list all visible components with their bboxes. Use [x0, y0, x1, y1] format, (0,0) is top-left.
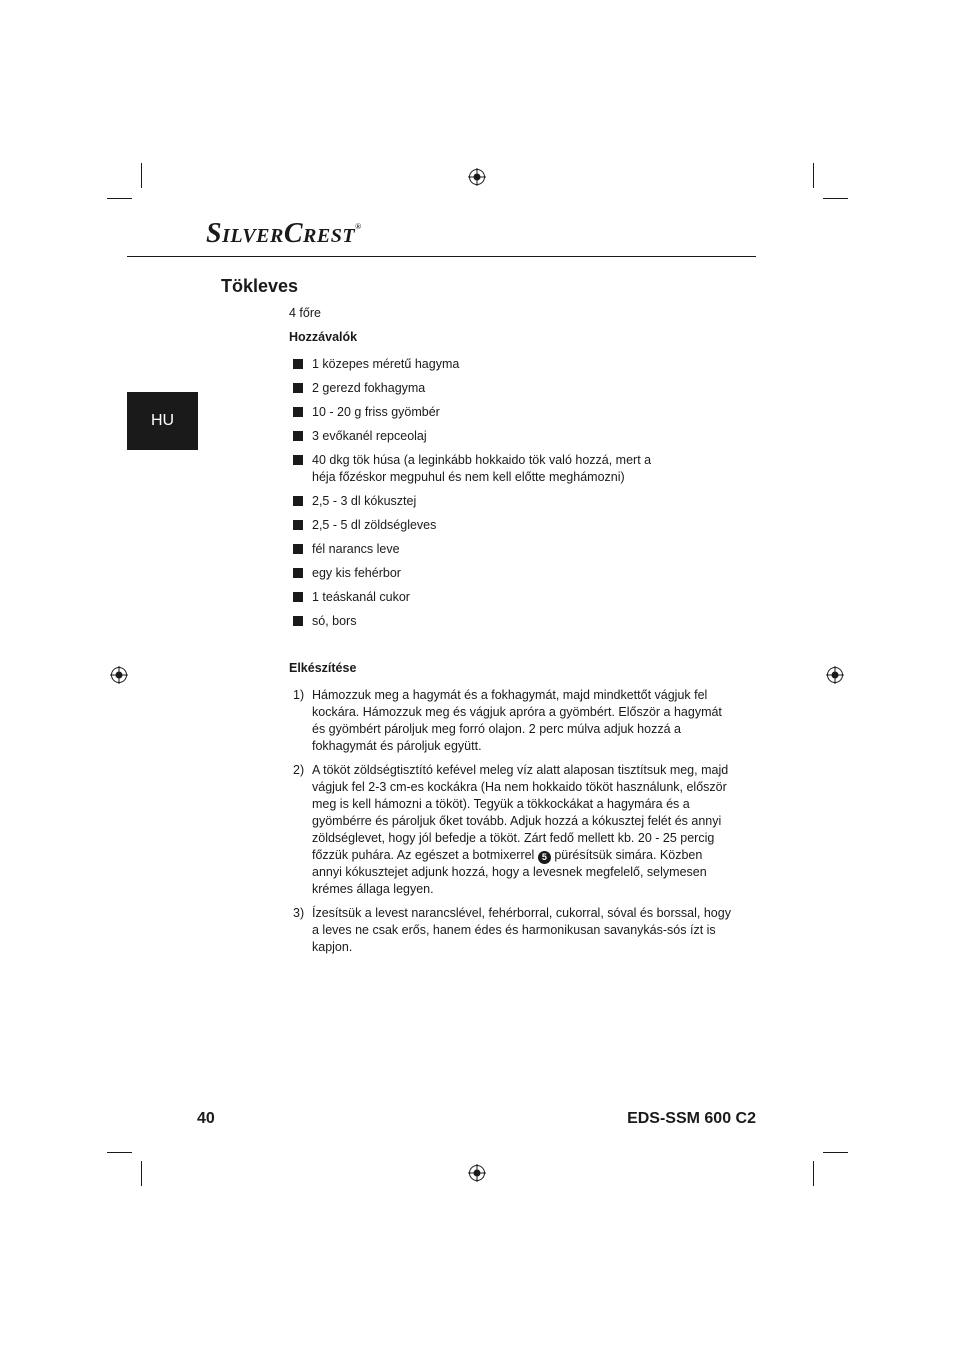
list-item: 3 evőkanél repceolaj	[293, 428, 693, 445]
crop-mark	[107, 1152, 132, 1153]
recipe-title: Tökleves	[221, 276, 299, 296]
model-number: EDS-SSM 600 C2	[627, 1110, 756, 1127]
language-tab	[127, 392, 198, 450]
list-item: fél narancs leve	[293, 541, 693, 558]
crop-mark	[141, 163, 142, 188]
step-text: A tököt zöldségtisztító kefével meleg víz alatt alaposan tisztítsuk meg, majd vágjuk fel 2-3 cm-es kockákra (Ha nem hokkaido tököt használunk, először meg is kell hámozni a tököt). Tegyük a tökkockákat a hagymára és a gyömbérre és pároljuk őket tovább. Adjuk hozzá a kókusztej felét és annyi zöldséglevet, hogy jól befedje a tököt. Zárt fedő mellett kb. 20 - 25 percig főzzük puhára. Az egészet a botmixerrel	[312, 763, 729, 862]
registration-mark-icon	[468, 168, 486, 186]
header-rule	[127, 256, 756, 257]
step-text: Hámozzuk meg a hagymát és a fokhagymát, majd mindkettőt vágjuk fel kockára. Hámozzuk meg és vágjuk apróra a gyömbért. Először a hagymát és gyömbért pároljuk meg forró olajon. 2 perc múlva adjuk hozzá a fokhagymát és pároljuk együtt.	[312, 688, 722, 753]
logo-letters: ILVER	[222, 225, 284, 247]
part-number-badge: 5	[538, 851, 551, 864]
list-item	[289, 762, 735, 898]
registered-mark: ®	[355, 222, 362, 231]
logo-letter: S	[206, 218, 223, 249]
ingredients-heading: Hozzávalók	[289, 330, 358, 344]
step-number: 3)	[293, 906, 305, 920]
crop-mark	[813, 163, 814, 188]
servings: 4 főre	[289, 306, 321, 320]
ingredients-list	[293, 356, 693, 637]
list-item: egy kis fehérbor	[293, 565, 693, 582]
list-item: 2,5 - 3 dl kókusztej	[293, 493, 693, 510]
preparation-heading: Elkészítése	[289, 661, 357, 675]
page-number: 40	[197, 1110, 215, 1127]
list-item: só, bors	[293, 613, 693, 630]
list-item: 10 - 20 g friss gyömbér	[293, 404, 693, 421]
logo-letter: C	[283, 218, 304, 249]
list-item	[289, 905, 735, 956]
crop-mark	[823, 198, 848, 199]
step-text: Ízesítsük a levest narancslével, fehérborral, cukorral, sóval és borssal, hogy a leves ne csak erős, hanem édes és harmonikusan savanykás-sós ízt is kapjon.	[312, 906, 731, 954]
language-tab-label: HU	[150, 412, 175, 429]
registration-mark-icon	[110, 666, 128, 684]
registration-mark-icon	[468, 1164, 486, 1182]
registration-mark-icon	[826, 666, 844, 684]
preparation-steps	[289, 687, 735, 963]
crop-mark	[813, 1161, 814, 1186]
list-item: 2,5 - 5 dl zöldségleves	[293, 517, 693, 534]
brand-logo	[206, 218, 362, 250]
crop-mark	[141, 1161, 142, 1186]
step-number: 1)	[293, 688, 305, 702]
crop-mark	[823, 1152, 848, 1153]
list-item: 1 teáskanál cukor	[293, 589, 693, 606]
step-number: 2)	[293, 763, 305, 777]
step-text: pürésítsük simára. Közben annyi kókusztejet adjunk hozzá, hogy a levesnek megfelelő, selymesen krémes állaga legyen.	[312, 848, 707, 896]
logo-letters: REST	[303, 225, 356, 247]
list-item	[289, 687, 735, 755]
list-item: 40 dkg tök húsa (a leginkább hokkaido tök való hozzá, mert a héja főzéskor megpuhul és nem kell előtte meghámozni)	[293, 452, 654, 486]
list-item: 1 közepes méretű hagyma	[293, 356, 693, 373]
list-item: 2 gerezd fokhagyma	[293, 380, 693, 397]
crop-mark	[107, 198, 132, 199]
